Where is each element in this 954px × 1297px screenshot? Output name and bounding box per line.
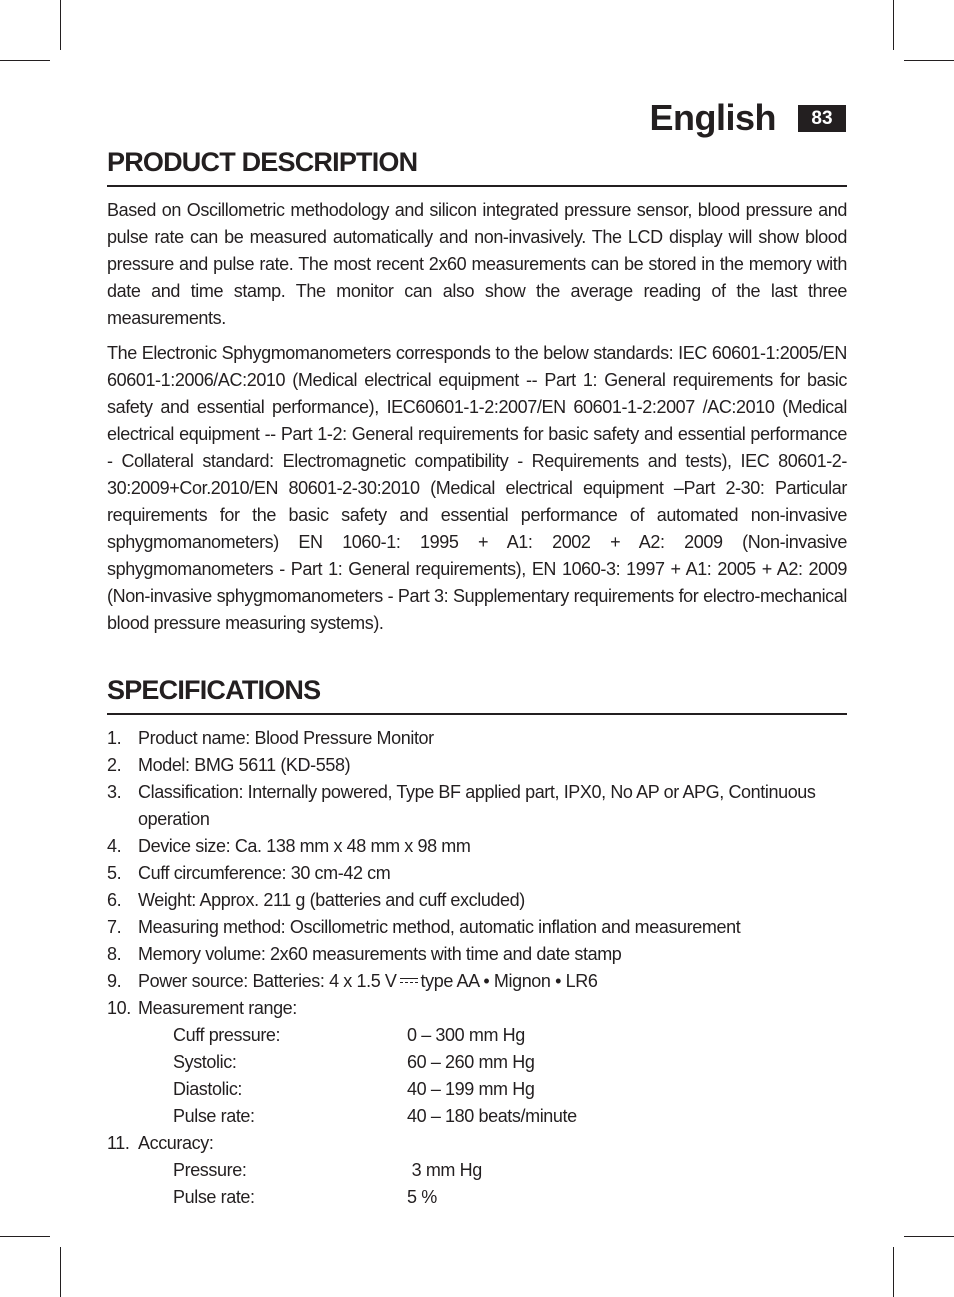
list-item: 2. Model: BMG 5611 (KD-558): [107, 755, 351, 775]
page-number: 83: [798, 105, 846, 132]
specifications-title: SPECIFICATIONS: [107, 673, 847, 715]
spec-sub-row: Systolic: 60 – 260 mm Hg: [173, 1052, 535, 1072]
crop-mark: [60, 0, 61, 50]
list-item: 7. Measuring method: Oscillometric method, automatic inflation and measurement: [107, 917, 741, 937]
list-item: 4. Device size: Ca. 138 mm x 48 mm x 98 mm: [107, 836, 471, 856]
page-header: [649, 98, 846, 138]
crop-mark: [893, 0, 894, 50]
language-title: English: [649, 97, 776, 138]
list-item: 9. Power source: Batteries: 4 x 1.5 V type AA • Mignon • LR6: [107, 971, 598, 991]
product-description-title: PRODUCT DESCRIPTION: [107, 145, 847, 187]
list-item: 1. Product name: Blood Pressure Monitor: [107, 728, 434, 748]
spec-sub-row: Diastolic: 40 – 199 mm Hg: [173, 1079, 535, 1099]
spec-sub-row: Cuff pressure: 0 – 300 mm Hg: [173, 1025, 525, 1045]
spec-sub-row: Pressure: 3 mm Hg: [173, 1160, 482, 1180]
list-item: 11. Accuracy: Pressure: 3 mm Hg Pulse rate: 5 %: [107, 1130, 847, 1211]
product-description-paragraph: Based on Oscillometric methodology and silicon integrated pressure sensor, blood pressure and pulse rate can be measured automatically and non-invasively. The LCD display will show blood pressure and pulse rate. The most recent 2x60 measurements can be stored in the memory with date and time stamp. The monitor can also show the average reading of the last three measurements.: [107, 200, 847, 328]
crop-mark: [893, 1247, 894, 1297]
list-item: 3. Classification: Internally powered, Type BF applied part, IPX0, No AP or APG, Continuous operation: [107, 782, 816, 829]
list-item: 5. Cuff circumference: 30 cm-42 cm: [107, 863, 391, 883]
page-content: [107, 145, 847, 1211]
crop-mark: [904, 1236, 954, 1237]
spec-sub-row: Pulse rate: 5 %: [173, 1187, 437, 1207]
spec-sub-row: Pulse rate: 40 – 180 beats/minute: [173, 1106, 577, 1126]
list-item: 6. Weight: Approx. 211 g (batteries and cuff excluded): [107, 890, 525, 910]
crop-mark: [0, 1236, 50, 1237]
crop-mark: [0, 60, 50, 61]
direct-current-icon: [400, 977, 418, 985]
list-item: 10. Measurement range: Cuff pressure: 0 – 300 mm Hg Systolic: 60 – 260 mm Hg Diastolic: 40 – 199 mm Hg Pulse rate: 40 – 180 beats/minute: [107, 995, 847, 1130]
crop-mark: [60, 1247, 61, 1297]
crop-mark: [904, 60, 954, 61]
standards-paragraph: The Electronic Sphygmomanometers corresponds to the below standards: IEC 60601-1:2005/EN 60601-1:2006/AC:2010 (Medical electrical equipment -- Part 1: General requirements for basic safety and essential performance), IEC60601-1-2:2007/EN 60601-1-2:2007 /AC:2010 (Medical electrical equipment -- Part 1-2: General requirements for basic safety and essential performance - Collateral standard: Electromagnetic compatibility - Requirements and tests), IEC 80601-2-30:2009+Cor.2010/EN 80601-2-30:2010 (Medical electrical equipment –Part 2-30: Particular requirements for the basic safety and essential performance of automated non-invasive sphygmomanometers) EN 1060-1: 1995 + A1: 2002 + A2: 2009 (Non-invasive sphygmomanometers - Part 1: General requirements), EN 1060-3: 1997 + A1: 2005 + A2: 2009 (Non-invasive sphygmomanometers - Part 3: Supplementary requirements for electro-mechanical blood pressure measuring systems).: [107, 343, 847, 633]
list-item: 8. Memory volume: 2x60 measurements with time and date stamp: [107, 944, 622, 964]
specifications-list: [107, 725, 847, 1211]
